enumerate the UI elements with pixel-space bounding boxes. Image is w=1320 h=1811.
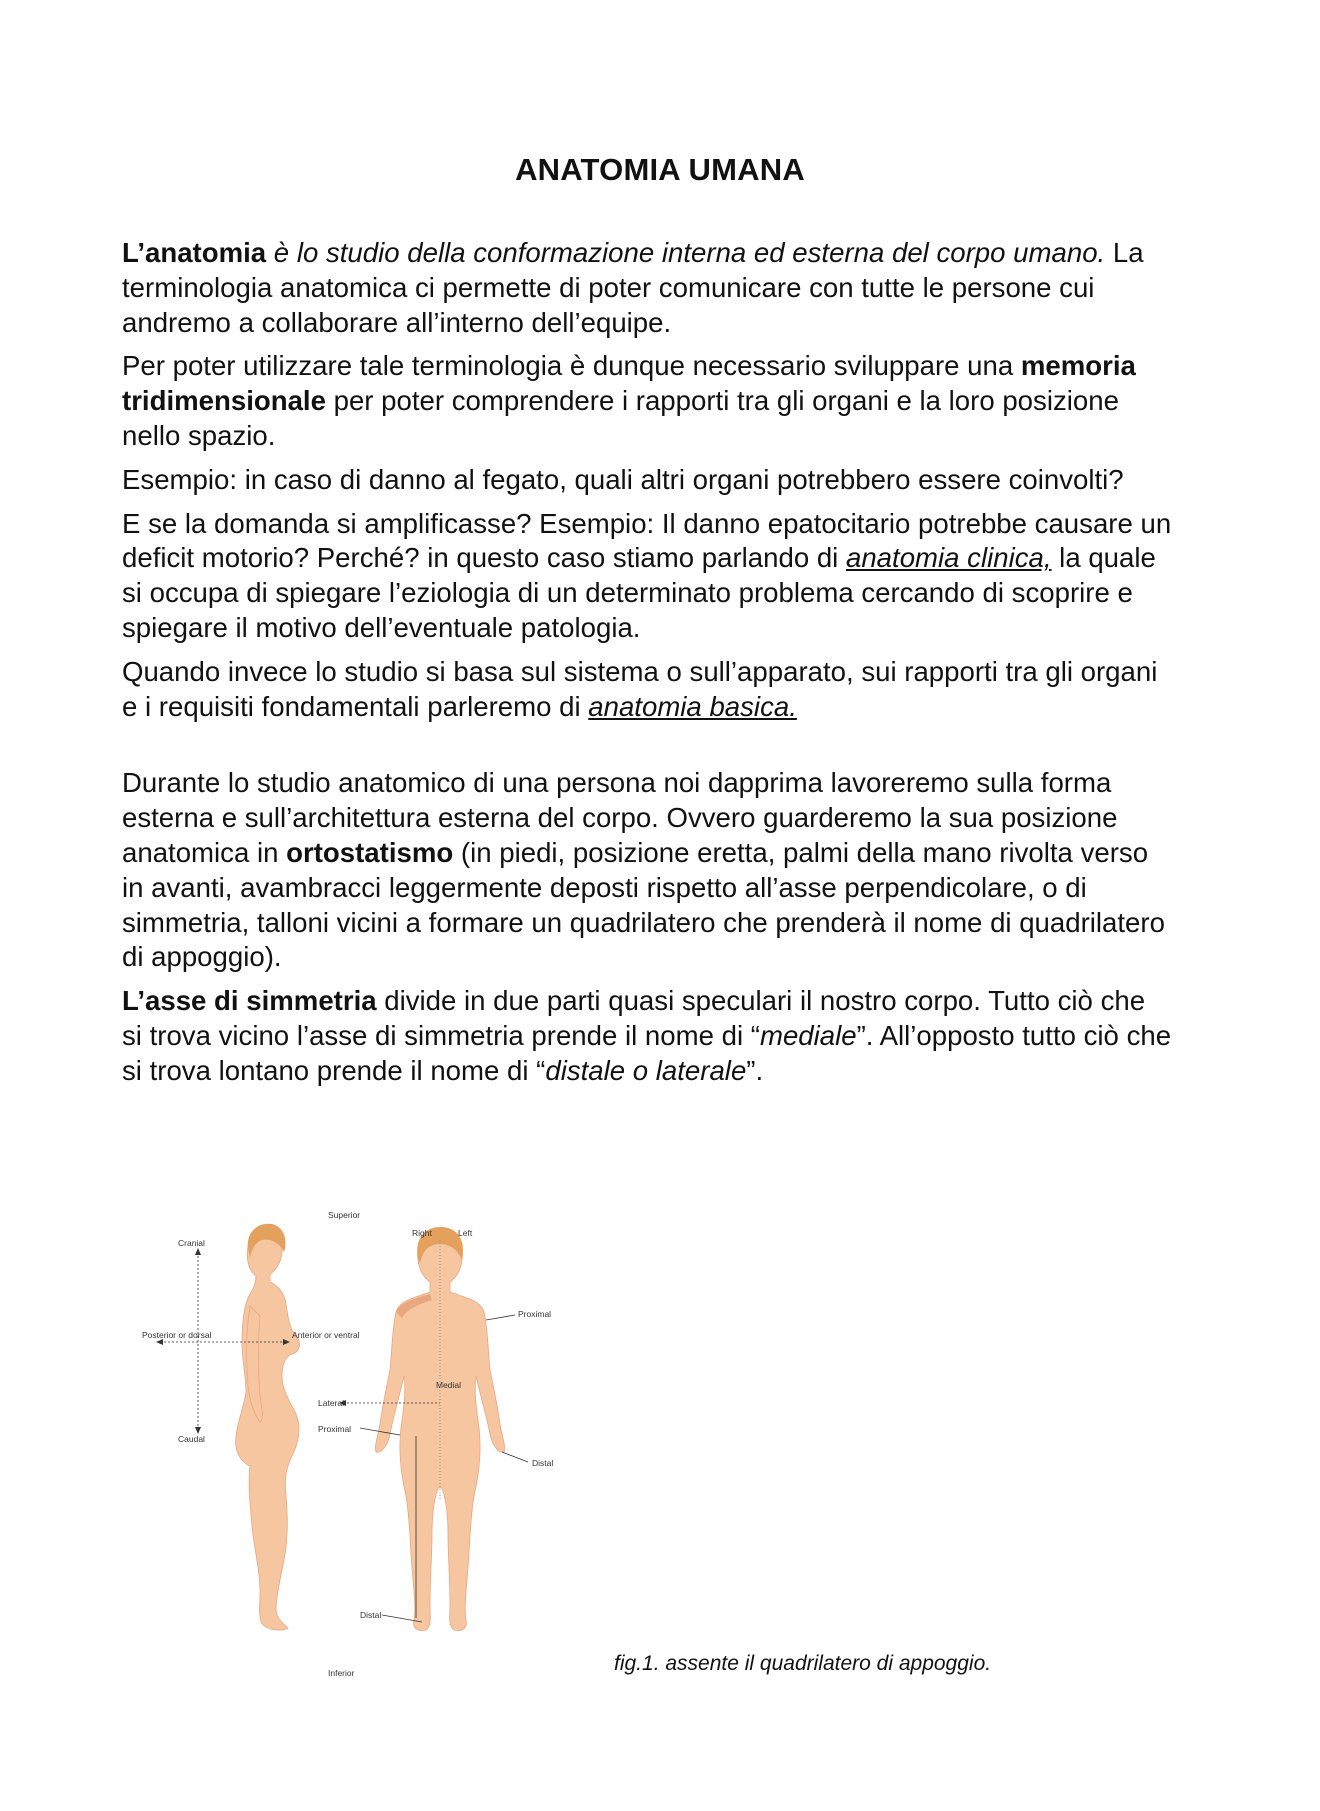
term-distale: distale o laterale (545, 1054, 747, 1086)
label-anterior: Anterior or ventral (292, 1330, 360, 1340)
term-memoria: memoria tridimensionale (122, 350, 1136, 417)
figure-caption: fig.1. assente il quadrilatero di appoggio. (614, 1652, 992, 1675)
label-left: Left (458, 1228, 473, 1238)
paragraph-2: Per poter utilizzare tale terminologia è dunque necessario sviluppare una memoria tridimensionale per poter comprendere i rapporti tra gli organi e la loro posizione nello spazio. (122, 350, 1136, 451)
anatomy-figure (142, 1200, 630, 1680)
label-lateral: Lateral (318, 1398, 344, 1408)
label-superior: Superior (328, 1210, 361, 1220)
anatomy-illustration (142, 1200, 630, 1680)
paragraph-3: Esempio: in caso di danno al fegato, quali altri organi potrebbero essere coinvolti? (122, 463, 1124, 495)
page-title: ANATOMIA UMANA (515, 152, 805, 187)
label-caudal: Caudal (178, 1434, 205, 1444)
front-view-body (375, 1227, 504, 1631)
term-anatomia-basica: anatomia basica. (588, 690, 797, 722)
paragraph-6: Durante lo studio anatomico di una persona noi dapprima lavoreremo sulla forma esterna e sull’architettura esterna del corpo. Ovvero guarderemo la sua posizione anatomica in ortostatismo (in piedi, posizione eretta, palmi della mano rivolta verso in avanti, avambracci leggermente deposti rispetto all’asse perpendicolare, o di simmetria, talloni vicini a formare un quadrilatero che prenderà il nome di quadrilatero di appoggio). (122, 767, 1165, 973)
label-posterior: Posterior or dorsal (142, 1330, 212, 1340)
term-anatomia: L’anatomia (122, 237, 267, 268)
label-proximal-leg: Proximal (318, 1424, 352, 1434)
label-proximal-arm: Proximal (518, 1309, 552, 1319)
paragraph-7: L’asse di simmetria divide in due parti quasi speculari il nostro corpo. Tutto ciò che si trova vicino l’asse di simmetria prende il nome di “mediale”. All’opposto tutto ciò che si trova lontano prende il nome di “distale o laterale”. (122, 985, 1172, 1086)
label-right: Right (412, 1228, 432, 1238)
term-anatomia-clinica: anatomia clinica, (845, 542, 1052, 574)
label-inferior: Inferior (328, 1668, 355, 1678)
side-view-body (236, 1224, 300, 1630)
paragraph-5: Quando invece lo studio si basa sul sistema o sull’apparato, sui rapporti tra gli organi e i requisiti fondamentali parleremo di anatomia basica. (122, 655, 1158, 722)
paragraph-4: E se la domanda si amplificasse? Esempio: Il danno epatocitario potrebbe causare un deficit motorio? Perché? in questo caso stiamo parlando di anatomia clinica, la quale si occupa di spiegare l’eziologia di un determinato problema cercando di scoprire e spiegare il motivo dell’eventuale patologia. (122, 507, 1172, 643)
paragraph-1: L’anatomia è lo studio della conformazione interna ed esterna del corpo umano. La terminologia anatomica ci permette di poter comunicare con tutte le persone cui andremo a collaborare all’interno dell’equipe. (122, 237, 1144, 338)
label-distal-leg: Distal (360, 1610, 382, 1620)
label-cranial: Cranial (178, 1238, 205, 1248)
term-ortostatismo: ortostatismo (286, 836, 454, 868)
term-mediale: mediale (759, 1019, 857, 1051)
term-asse-simmetria: L’asse di simmetria (122, 985, 377, 1017)
body-text (122, 236, 1172, 1098)
label-distal-arm: Distal (532, 1458, 554, 1468)
label-medial: Medial (436, 1380, 462, 1390)
definition: è lo studio della conformazione interna ed esterna del corpo umano. (266, 237, 1106, 268)
